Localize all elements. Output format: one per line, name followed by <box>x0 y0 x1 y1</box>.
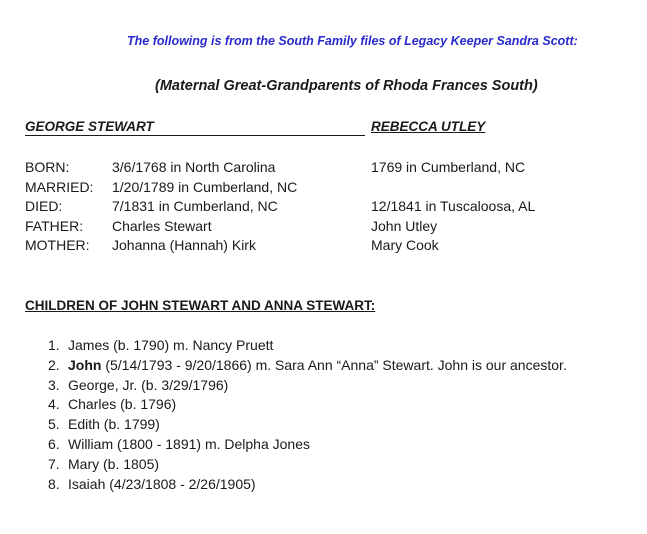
list-item: 6. William (1800 - 1891) m. Delpha Jones <box>48 435 310 452</box>
rebecca-father: John Utley <box>371 217 438 234</box>
mother-label: MOTHER: <box>25 237 90 254</box>
rebecca-facts <box>371 158 535 256</box>
list-item: 1. James (b. 1790) m. Nancy Pruett <box>48 337 274 353</box>
married-label: MARRIED: <box>25 178 94 195</box>
list-item: 2. John (5/14/1793 - 9/20/1866) m. Sara Ann “Anna” Stewart. John is our ancestor. <box>48 356 567 373</box>
rebecca-mother: Mary Cook <box>371 237 439 254</box>
page-subtitle: (Maternal Great-Grandparents of Rhoda Frances South) <box>155 78 538 94</box>
list-item: 7. Mary (b. 1805) <box>48 455 160 472</box>
george-father: Charles Stewart <box>112 217 212 234</box>
rebecca-born: 1769 in Cumberland, NC <box>371 159 526 175</box>
george-born: 3/6/1768 in North Carolina <box>112 159 276 175</box>
rebecca-died: 12/1841 in Tuscaloosa, AL <box>371 198 536 215</box>
children-heading: CHILDREN OF JOHN STEWART AND ANNA STEWART: <box>25 298 376 313</box>
list-item: 3. George, Jr. (b. 3/29/1796) <box>48 376 229 393</box>
list-item: 8. Isaiah (4/23/1808 - 2/26/1905) <box>48 475 256 492</box>
george-stewart-heading: GEORGE STEWART <box>25 119 365 136</box>
born-label: BORN: <box>25 159 70 175</box>
list-item: 4. Charles (b. 1796) <box>48 396 177 413</box>
died-label: DIED: <box>25 198 63 215</box>
george-mother: Johanna (Hannah) Kirk <box>112 237 256 254</box>
children-list <box>48 336 567 494</box>
intro-text: The following is from the South Family files of Legacy Keeper Sandra Scott: <box>127 34 578 48</box>
rebecca-married <box>371 178 535 198</box>
george-married: 1/20/1789 in Cumberland, NC <box>112 178 298 195</box>
father-label: FATHER: <box>25 217 84 234</box>
rebecca-utley-heading: REBECCA UTLEY <box>371 119 486 134</box>
fact-labels <box>25 158 93 256</box>
list-item: 5. Edith (b. 1799) <box>48 416 160 433</box>
george-died: 7/1831 in Cumberland, NC <box>112 198 278 215</box>
george-facts <box>112 158 297 256</box>
